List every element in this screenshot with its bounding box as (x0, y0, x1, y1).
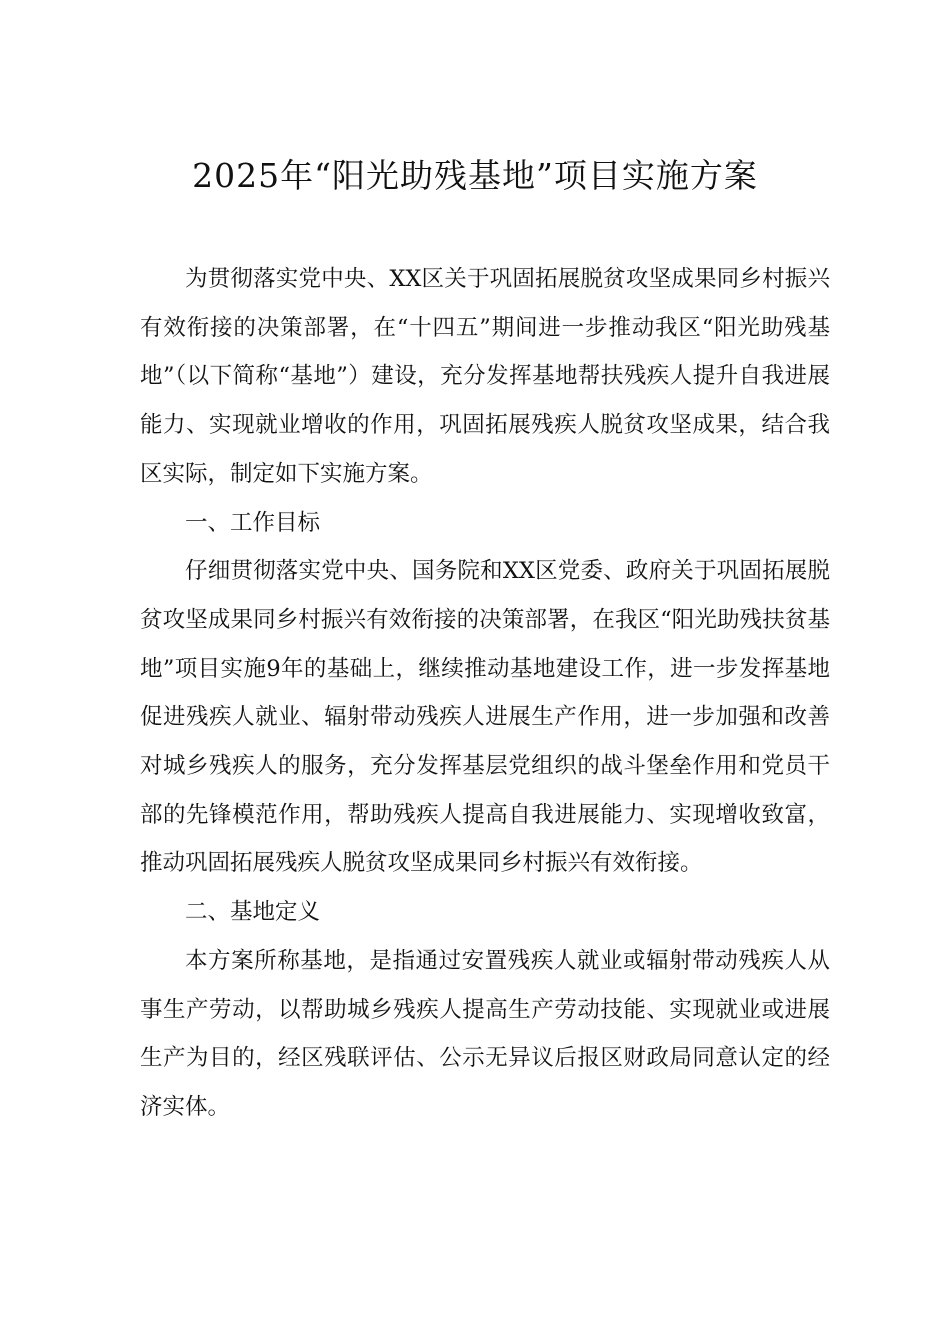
section-heading-goals: 一、工作目标 (185, 509, 321, 536)
section-heading-definition: 二、基地定义 (185, 899, 321, 926)
paragraph-definition: 本方案所称基地，是指通过安置残疾人就业或辐射带动残疾人从事生产劳动，以帮助城乡残疾人提高生产劳动技能、实现就业或进展生产为目的，经区残联评估、公示无异议后报区财政局同意认定的经济实体。 (140, 947, 830, 1120)
document-body (140, 255, 830, 1132)
paragraph-intro: 为贯彻落实党中央、XX区关于巩固拓展脱贫攻坚成果同乡村振兴有效衔接的决策部署，在“十四五”期间进一步推动我区“阳光助残基地”（以下简称“基地”）建设，充分发挥基地帮扶残疾人提升自我进展能力、实现就业增收的作用，巩固拓展残疾人脱贫攻坚成果，结合我区实际，制定如下实施方案。 (140, 266, 830, 487)
document-title: 2025年“阳光助残基地”项目实施方案 (192, 156, 758, 195)
paragraph-goals: 仔细贯彻落实党中央、国务院和XX区党委、政府关于巩固拓展脱贫攻坚成果同乡村振兴有效衔接的决策部署，在我区“阳光助残扶贫基地”项目实施9年的基础上，继续推动基地建设工作，进一步发挥基地促进残疾人就业、辐射带动残疾人进展生产作用，进一步加强和改善对城乡残疾人的服务，充分发挥基层党组织的战斗堡垒作用和党员干部的先锋模范作用，帮助残疾人提高自我进展能力、实现增收致富，推动巩固拓展残疾人脱贫攻坚成果同乡村振兴有效衔接。 (140, 558, 830, 877)
